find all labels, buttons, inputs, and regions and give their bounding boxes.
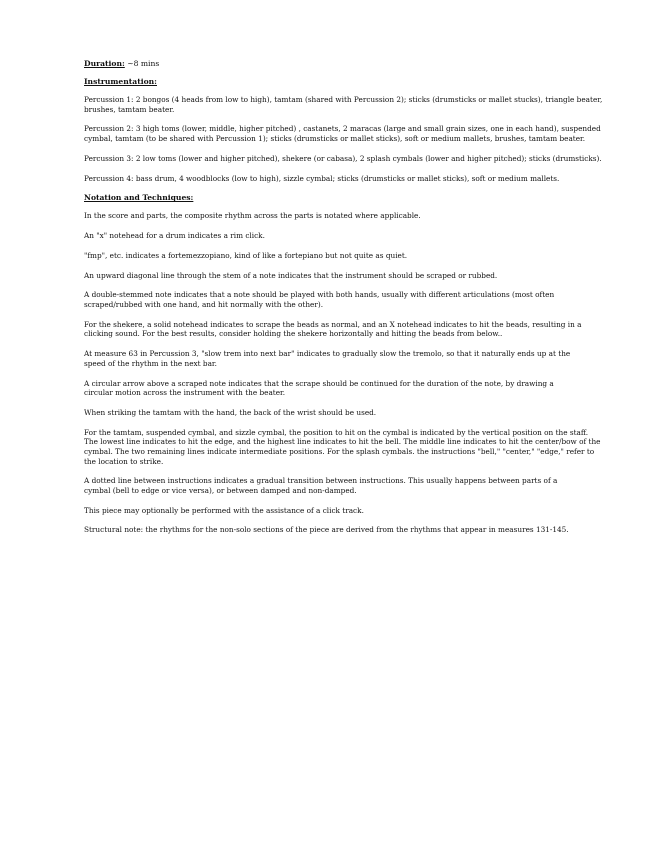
notation-note-double-stem: A double-stemmed note indicates that a note should be played with both hands, usually with different articulations (most often scraped/rubbed with one hand, and hit normally with the other). [84,290,555,310]
instrumentation-percussion-3: Percussion 3: 2 low toms (lower and higher pitched), shekere (or cabasa), 2 splash cymbals (lower and higher pitched); sticks (drumsticks). [84,153,602,163]
duration-value: ~8 mins [124,59,160,68]
notation-note-measure-63: At measure 63 in Percussion 3, "slow trem into next bar" indicates to gradually slow the tremolo, so that it naturally ends up at the speed of the rhythm in the next bar. [84,349,571,368]
notation-note-dotted-line: A dotted line between instructions indicates a gradual transition between instructions. This usually happens between parts of a cymbal (bell to edge or vice versa), or between damped and non-damped. [84,476,558,495]
notation-note-click-track: This piece may optionally be performed with the assistance of a click track. [84,505,364,515]
notation-note-composite-rhythm: In the score and parts, the composite rhythm across the parts is notated where applicable. [84,211,421,221]
notation-note-shekere: For the shekere, a solid notehead indicates to scrape the beads as normal, and an X notehead indicates to hit the beads, resulting in a clicking sound. For the best results, consider holding the shekere horizontally and hitting the beads from below.. [84,319,582,339]
instrumentation-heading: Instrumentation: [84,77,157,86]
notation-heading: Notation and Techniques: [84,193,194,203]
notation-note-structural: Structural note: the rhythms for the non-solo sections of the piece are derived from the rhythms that appear in measures 131-145. [84,525,569,535]
notation-note-scrape-line: An upward diagonal line through the stem of a note indicates that the instrument should be scraped or rubbed. [84,270,498,280]
notation-note-rim-click: An "x" notehead for a drum indicates a rim click. [84,231,265,241]
performance-notes-page [84,59,604,545]
instrumentation-percussion-4: Percussion 4: bass drum, 4 woodblocks (low to high), sizzle cymbal; sticks (drumsticks or mallet sticks), soft or medium mallets. [84,173,560,183]
instrumentation-percussion-2: Percussion 2: 3 high toms (lower, middle, higher pitched) , castanets, 2 maracas (large and small grain sizes, one in each hand), suspended cymbal, tamtam (to be shared with Percussion 1); sticks (drumsticks or mallet sticks), soft or medium mallets, brushes, tamtam beater. [84,124,601,143]
notation-note-tamtam-wrist: When striking the tamtam with the hand, the back of the wrist should be used. [84,407,377,417]
notation-note-circular-arrow: A circular arrow above a scraped note indicates that the scrape should be continued for the duration of the note, by drawing a circular motion across the instrument with the beater. [84,378,554,398]
duration-label: Duration: [84,59,125,68]
instrumentation-percussion-1: Percussion 1: 2 bongos (4 heads from low to high), tamtam (shared with Percussion 2); sticks (drumsticks or mallet stucks), triangle beater, brushes, tamtam beater. [84,95,603,114]
duration-line [84,59,604,69]
notation-note-cymbal-position: For the tamtam, suspended cymbal, and sizzle cymbal, the position to hit on the cymbal is indicated by the vertical position on the staff. The lowest line indicates to hit the edge, and the highest line indicates to hit the bell. The middle line indicates to hit the center/bow of the cymbal. The two remaining lines indicate intermediate positions. For the splash cymbals. the instructions "bell," "center," "edge," refer to the location to strike. [84,427,601,466]
notation-note-fmp: "fmp", etc. indicates a fortemezzopiano, kind of like a fortepiano but not quite as quiet. [84,250,408,260]
